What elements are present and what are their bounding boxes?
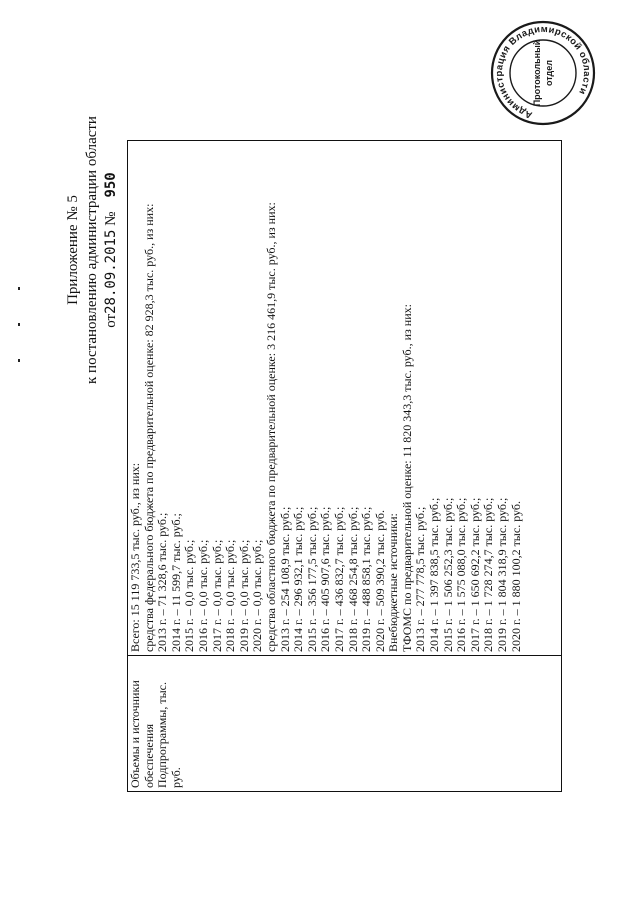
number-label: № [103, 211, 119, 226]
funding-value-line: 2019 г. – 0,0 тыс. руб.; [236, 539, 251, 652]
funding-value-line: средства федерального бюджета по предварительной оценке: 82 928,3 тыс. руб., из них: [141, 203, 156, 652]
resolution-line: к постановлению администрации области [84, 116, 100, 384]
funding-value-line: 2016 г. – 0,0 тыс. руб.; [195, 539, 210, 652]
funding-value-line: 2014 г. – 296 932,1 тыс. руб.; [291, 506, 306, 652]
funding-value-line: Внебюджетные источники: [386, 513, 401, 652]
funding-value-line: 2013 г. – 71 328,6 тыс. руб.; [155, 512, 170, 652]
date-number-line [102, 20, 121, 480]
rotated-page [20, 20, 620, 880]
funding-values-cell [128, 141, 563, 655]
funding-value-line: 2018 г. – 0,0 тыс. руб.; [223, 539, 238, 652]
funding-value-line: 2013 г. – 277 778,5 тыс. руб.; [413, 506, 428, 652]
funding-value-line: 2018 г. – 468 254,8 тыс. руб.; [345, 506, 360, 652]
funding-value-line: 2015 г. – 1 506 252,3 тыс. руб.; [440, 497, 455, 652]
document-header [64, 20, 121, 480]
funding-value-line: 2017 г. – 436 832,7 тыс. руб.; [331, 506, 346, 652]
funding-value-line: 2018 г. – 1 728 274,7 тыс. руб.; [481, 497, 496, 652]
funding-value-line: ТФОМС по предварительной оценке: 11 820 343,3 тыс. руб., из них: [399, 304, 414, 652]
funding-value-line: 2017 г. – 1 650 692,2 тыс. руб.; [467, 497, 482, 652]
funding-value-line: Всего: 15 119 733,5 тыс. руб., из них: [128, 462, 142, 652]
funding-value-line: 2017 г. – 0,0 тыс. руб.; [209, 539, 224, 652]
date-prefix: от [103, 313, 119, 328]
funding-label-line: руб. [168, 767, 183, 788]
funding-value-line: 2015 г. – 356 177,5 тыс. руб.; [304, 506, 319, 652]
stamp-inner-ring [510, 40, 576, 106]
funding-label-line: Объемы и источники [128, 680, 142, 788]
stamp-outer-ring [492, 22, 594, 124]
funding-value-line: средства областного бюджета по предварительной оценке: 3 216 461,9 тыс. руб., из них: [263, 202, 278, 652]
funding-value-line: 2020 г. – 1 880 100,2 тыс. руб. [508, 501, 523, 652]
funding-value-line: 2016 г. – 1 575 088,0 тыс. руб.; [454, 497, 469, 652]
funding-value-line: 2016 г. – 405 907,6 тыс. руб.; [318, 506, 333, 652]
funding-value-line: 2020 г. – 509 390,2 тыс. руб. [372, 510, 387, 652]
resolution-date: 28.09.2015 [103, 229, 119, 314]
funding-label-line: Подпрограммы, тыс. [155, 682, 170, 788]
stamp-center-line1: Протокольный [532, 39, 542, 107]
funding-value-line: 2020 г. – 0,0 тыс. руб.; [250, 539, 265, 652]
office-stamp [490, 20, 596, 126]
stamp-ring-text: Администрация Владимирской области [493, 23, 593, 121]
funding-value-line: 2014 г. – 1 397 838,5 тыс. руб.; [427, 497, 442, 652]
funding-value-line: 2015 г. – 0,0 тыс. руб.; [182, 539, 197, 652]
funding-value-line: 2019 г. – 1 804 318,9 тыс. руб.; [495, 497, 510, 652]
funding-value-line: 2014 г. – 11 599,7 тыс. руб.; [168, 513, 183, 652]
stamp-center-line2: отдел [544, 60, 554, 86]
appendix-title: Приложение № 5 [65, 195, 81, 305]
funding-label-cell [128, 655, 561, 791]
funding-table [127, 140, 562, 792]
funding-value-line: 2019 г. – 488 858,1 тыс. руб.; [359, 506, 374, 652]
resolution-number: 950 [103, 172, 119, 198]
funding-value-line: 2013 г. – 254 108,9 тыс. руб.; [277, 506, 292, 652]
funding-label-line: обеспечения [141, 723, 156, 788]
